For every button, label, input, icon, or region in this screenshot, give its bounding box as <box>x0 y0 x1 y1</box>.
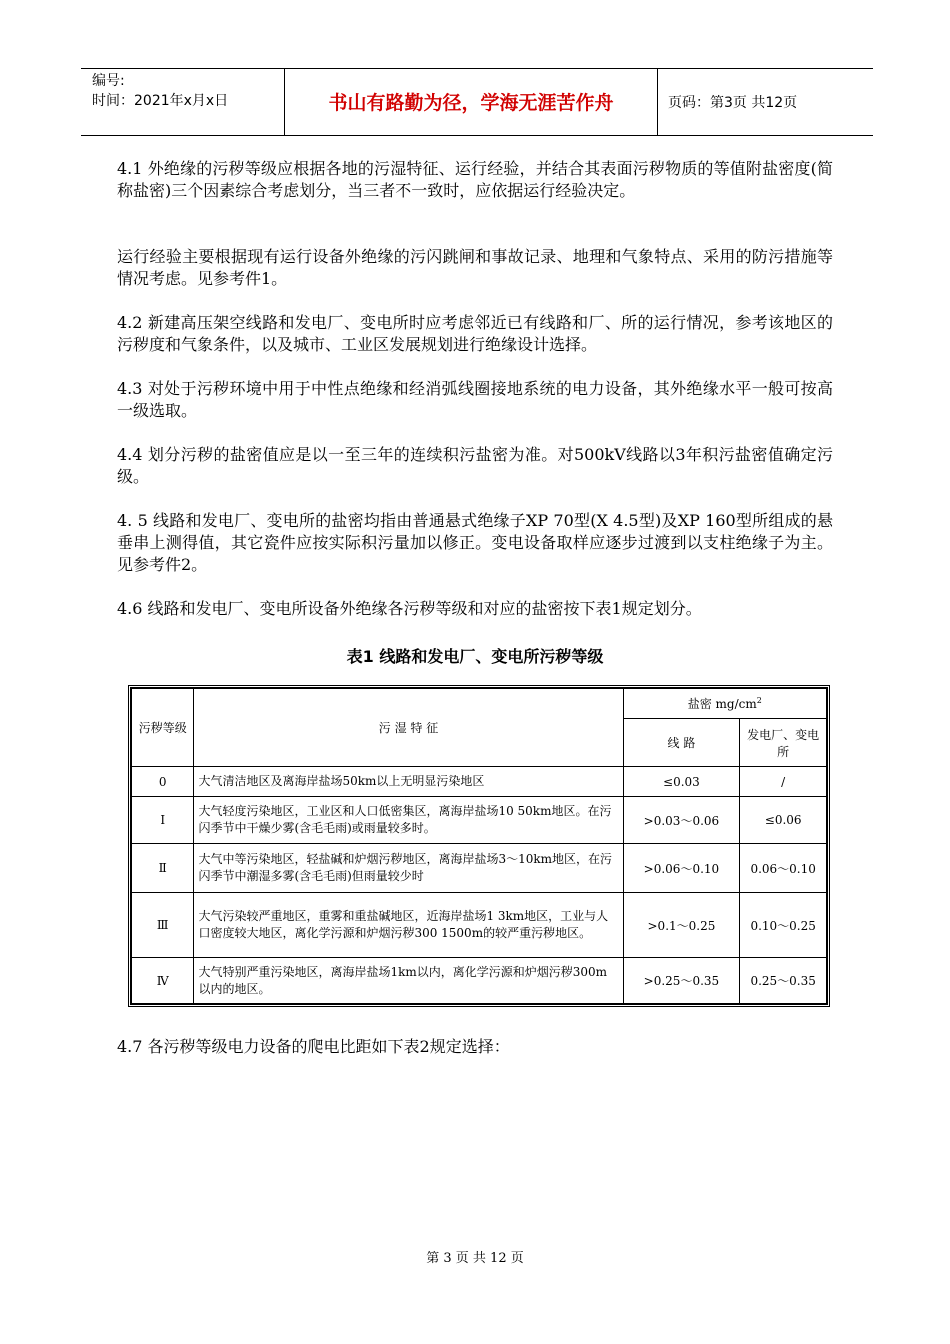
page-footer: 第 3 页 共 12 页 <box>426 1251 524 1266</box>
grade-cell: Ⅲ <box>132 893 194 958</box>
line-value-cell: >0.1～0.25 <box>623 893 740 958</box>
header-salt-density-label: 盐密 mg/cm <box>687 697 757 711</box>
paragraph-4-7: 4.7 各污秽等级电力设备的爬电比距如下表2规定选择： <box>117 1037 510 1056</box>
table-row <box>132 893 827 958</box>
paragraph-4-2: 4.2 新建高压架空线路和发电厂、变电所时应考虑邻近已有线路和厂、所的运行情况，参考该地区的污秽度和气象条件，以及城市、工业区发展规划进行绝缘设计选择。 <box>117 313 833 354</box>
station-value-cell: 0.10～0.25 <box>740 893 827 958</box>
grade-cell: Ⅰ <box>132 797 194 844</box>
line-value-cell: >0.06～0.10 <box>623 844 740 893</box>
table-row <box>132 958 827 1004</box>
header-salt-density <box>623 689 826 719</box>
document-number-label: 编号: <box>92 73 125 89</box>
feature-cell: 大气中等污染地区，轻盐碱和炉烟污秽地区，离海岸盐场3～10km地区，在污闪季节中潮湿多雾(含毛毛雨)但雨量较少时 <box>194 844 623 893</box>
header-feature: 污 湿 特 征 <box>194 689 623 767</box>
grade-cell: Ⅳ <box>132 958 194 1004</box>
header-station: 发电厂、变电所 <box>740 719 827 767</box>
document-time-label: 时间：2021年x月x日 <box>92 93 229 109</box>
station-value-cell: ≤0.06 <box>740 797 827 844</box>
header-meta <box>92 71 228 111</box>
station-value-cell: 0.25～0.35 <box>740 958 827 1004</box>
feature-cell: 大气轻度污染地区，工业区和人口低密集区，离海岸盐场10 50km地区。在污闪季节中干燥少雾(含毛毛雨)或雨量较多时。 <box>194 797 623 844</box>
header-page-label: 页码：第3页 共12页 <box>668 94 798 111</box>
paragraph-4-3: 4.3 对处于污秽环境中用于中性点绝缘和经消弧线圈接地系统的电力设备，其外绝缘水平一般可按高一级选取。 <box>117 379 833 420</box>
paragraph-4-4: 4.4 划分污秽的盐密值应是以一至三年的连续积污盐密为准。对500kV线路以3年积污盐密值确定污级。 <box>117 445 833 486</box>
line-value-cell: >0.25～0.35 <box>623 958 740 1004</box>
line-value-cell: ≤0.03 <box>623 767 740 797</box>
feature-cell: 大气清洁地区及离海岸盐场50km以上无明显污染地区 <box>194 767 623 797</box>
grade-cell: Ⅱ <box>132 844 194 893</box>
header-divider <box>284 68 285 135</box>
table-row <box>132 797 827 844</box>
header-bottom-rule <box>81 135 873 136</box>
header-line: 线 路 <box>623 719 740 767</box>
paragraph-4-6: 4.6 线路和发电厂、变电所设备外绝缘各污秽等级和对应的盐密按下表1规定划分。 <box>117 599 702 618</box>
station-value-cell: / <box>740 767 827 797</box>
header-grade: 污秽等级 <box>132 689 194 767</box>
table-row <box>132 844 827 893</box>
feature-cell: 大气污染较严重地区，重雾和重盐碱地区，近海岸盐场1 3km地区，工业与人口密度较大地区，离化学污源和炉烟污秽300 1500m的较严重污秽地区。 <box>194 893 623 958</box>
header-salt-density-exponent: 2 <box>756 696 762 705</box>
header-motto: 书山有路勤为径，学海无涯苦作舟 <box>328 92 614 114</box>
feature-cell: 大气特别严重污染地区，离海岸盐场1km以内，离化学污源和炉烟污秽300m以内的地区。 <box>194 958 623 1004</box>
header-divider <box>657 68 658 135</box>
station-value-cell: 0.06～0.10 <box>740 844 827 893</box>
paragraph-4-5: 4. 5 线路和发电厂、变电所的盐密均指由普通悬式绝缘子XP 70型(X 4.5型)及XP 160型所组成的悬垂串上测得值，其它瓷件应按实际积污量加以修正。变电设备取样应逐步过渡到以支柱绝缘子为主。见参考件2。 <box>117 511 833 574</box>
paragraph-experience: 运行经验主要根据现有运行设备外绝缘的污闪跳闸和事故记录、地理和气象特点、采用的防污措施等情况考虑。见参考件1。 <box>117 247 833 288</box>
paragraph-4-1: 4.1 外绝缘的污秽等级应根据各地的污湿特征、运行经验，并结合其表面污秽物质的等值附盐密度(简称盐密)三个因素综合考虑划分，当三者不一致时，应依据运行经验决定。 <box>117 159 833 200</box>
line-value-cell: >0.03～0.06 <box>623 797 740 844</box>
pollution-grade-table <box>128 685 830 1007</box>
grade-cell: 0 <box>132 767 194 797</box>
table-title: 表1 线路和发电厂、变电所污秽等级 <box>346 647 604 666</box>
table-row <box>132 767 827 797</box>
